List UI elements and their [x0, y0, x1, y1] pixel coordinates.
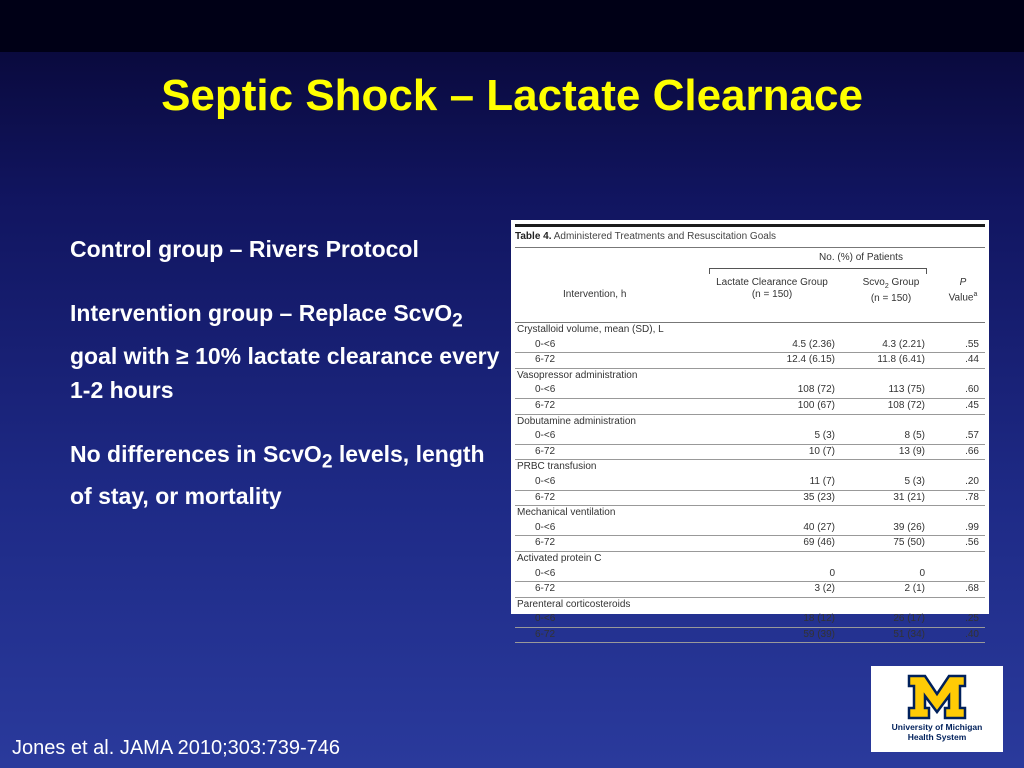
cell-lactate: 10 (7) [808, 445, 835, 457]
cell-interval: 6-72 [535, 354, 556, 366]
logo-line-1: University of Michigan [891, 722, 983, 732]
cell-interval: 6-72 [535, 445, 556, 457]
cell-lactate: 0 [829, 567, 835, 579]
cell-lactate: 59 (39) [803, 628, 835, 640]
cell-interval: 0-<6 [535, 338, 556, 350]
cell-lactate: 3 (2) [814, 583, 835, 595]
cell-scvo2: 31 (21) [893, 491, 925, 503]
section-label-text: Mechanical ventilation [517, 507, 616, 519]
slide-title: Septic Shock – Lactate Clearnace [161, 71, 863, 120]
cell-p-value: .60 [965, 384, 979, 396]
section-label-text: Parenteral corticosteroids [517, 598, 631, 610]
table-row [515, 567, 985, 583]
col-scvo2: Scvo$_2$ Group (n = 150) [862, 277, 920, 304]
cell-lactate: 40 (27) [803, 521, 835, 533]
cell-interval: 6-72 [535, 491, 556, 503]
cell-lactate: 5 (3) [814, 430, 835, 442]
cell-p-value: .99 [965, 521, 979, 533]
section-label-text: PRBC transfusion [517, 461, 597, 473]
cell-interval: 0-<6 [535, 430, 556, 442]
section-label [515, 415, 985, 430]
cell-scvo2: 75 (50) [893, 537, 925, 549]
section-label-text: Activated protein C [517, 552, 602, 564]
section-label [515, 506, 985, 521]
cell-lactate: 12.4 (6.15) [786, 354, 835, 366]
table-row [515, 521, 985, 537]
university-of-michigan-logo [871, 666, 1003, 752]
group-bracket [709, 268, 927, 274]
col-intervention: Intervention, h [563, 289, 627, 300]
block-m-icon [907, 674, 967, 720]
cell-scvo2: 8 (5) [904, 430, 925, 442]
cell-scvo2: 13 (9) [898, 445, 925, 457]
cell-scvo2: 108 (72) [887, 399, 925, 411]
cell-p-value: .20 [965, 475, 979, 487]
section-label [515, 552, 985, 567]
cell-scvo2: 26 (17) [893, 613, 925, 625]
bullet-no-differences: No differences in ScvO$_2$ levels, length of stay, or mortality [70, 440, 485, 510]
cell-p-value: .68 [965, 583, 979, 595]
cell-interval: 0-<6 [535, 567, 556, 579]
cell-p-value: .25 [965, 613, 979, 625]
cell-scvo2: 113 (75) [888, 384, 925, 396]
col-p-value: P Value$^a$ [948, 277, 978, 304]
table-4 [515, 224, 985, 643]
cell-interval: 0-<6 [535, 384, 556, 396]
cell-p-value: .55 [965, 338, 979, 350]
cell-p-value: .78 [965, 491, 979, 503]
table-row [515, 353, 985, 369]
bullet-list [70, 232, 510, 543]
table-image [511, 220, 989, 640]
top-band [0, 0, 1024, 52]
section-label-text: Dobutamine administration [517, 415, 636, 427]
cell-p-value: .44 [965, 354, 979, 366]
cell-interval: 0-<6 [535, 613, 556, 625]
cell-interval: 0-<6 [535, 475, 556, 487]
citation: Jones et al. JAMA 2010;303:739-746 [12, 737, 341, 759]
cell-scvo2: 0 [919, 567, 925, 579]
section-label [515, 323, 985, 338]
table-row [515, 612, 985, 628]
cell-p-value: .45 [965, 399, 979, 411]
bullet-control-group: Control group – Rivers Protocol [70, 236, 419, 262]
table-row [515, 536, 985, 552]
table-row [515, 429, 985, 445]
section-label [515, 598, 985, 613]
table-row [515, 338, 985, 354]
cell-lactate: 69 (46) [803, 537, 835, 549]
section-label-text: Vasopressor administration [517, 369, 638, 381]
cell-lactate: 18 (12) [803, 613, 835, 625]
table-row [515, 445, 985, 461]
cell-scvo2: 5 (3) [904, 475, 925, 487]
cell-scvo2: 2 (1) [904, 583, 925, 595]
cell-scvo2: 4.3 (2.21) [882, 338, 925, 350]
table-row [515, 628, 985, 644]
cell-interval: 6-72 [535, 537, 556, 549]
cell-scvo2: 39 (26) [893, 521, 925, 533]
section-label [515, 369, 985, 384]
cell-lactate: 35 (23) [803, 491, 835, 503]
table-header [515, 247, 985, 323]
table-row [515, 399, 985, 415]
cell-p-value: .56 [965, 537, 979, 549]
cell-lactate: 11 (7) [809, 475, 835, 487]
cell-interval: 6-72 [535, 628, 556, 640]
table-row [515, 475, 985, 491]
cell-interval: 6-72 [535, 399, 556, 411]
cell-scvo2: 11.8 (6.41) [877, 354, 925, 366]
table-title: Table 4. Administered Treatments and Resuscitation Goals [515, 224, 985, 247]
cell-p-value: .66 [965, 445, 979, 457]
cell-lactate: 4.5 (2.36) [792, 338, 835, 350]
bullet-intervention-group: Intervention group – Replace ScvO$_2$ goal with ≥ 10% lactate clearance every 1-2 hours [70, 300, 500, 403]
table-row [515, 491, 985, 507]
group-header: No. (%) of Patients [819, 252, 903, 263]
table-body [515, 323, 985, 643]
cell-interval: 6-72 [535, 583, 556, 595]
cell-scvo2: 51 (34) [893, 628, 925, 640]
logo-line-2: Health System [907, 732, 967, 742]
cell-p-value: .57 [965, 430, 979, 442]
section-label-text: Crystalloid volume, mean (SD), L [517, 324, 664, 335]
table-row [515, 383, 985, 399]
table-row [515, 582, 985, 598]
col-lactate: Lactate Clearance Group (n = 150) [716, 277, 828, 300]
cell-interval: 0-<6 [535, 521, 556, 533]
section-label [515, 460, 985, 475]
cell-lactate: 108 (72) [797, 384, 835, 396]
cell-p-value: .40 [965, 628, 979, 640]
cell-lactate: 100 (67) [797, 399, 835, 411]
